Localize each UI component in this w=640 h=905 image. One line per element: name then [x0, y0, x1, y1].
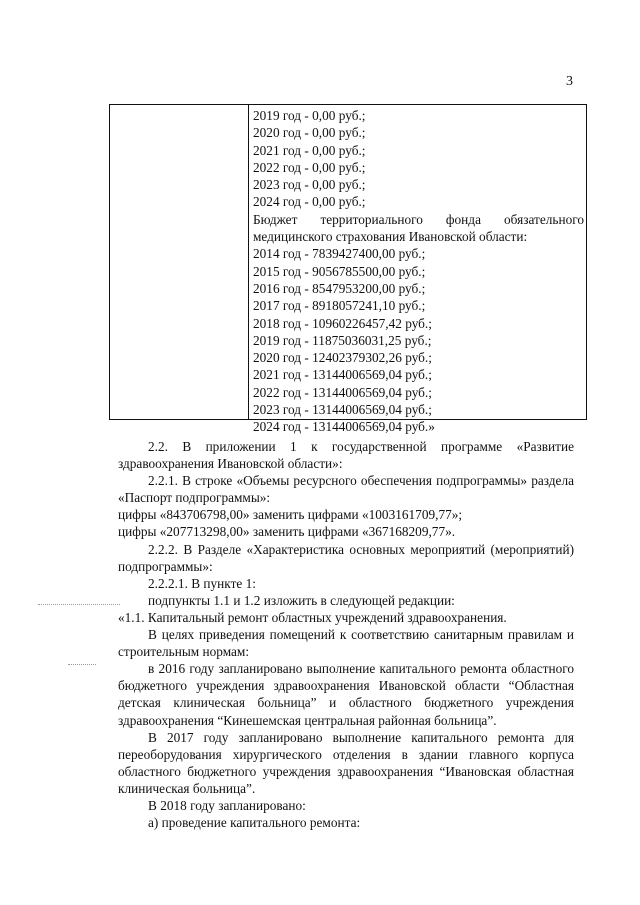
paragraph: а) проведение капитального ремонта: — [148, 815, 361, 831]
paragraph: в 2016 году запланировано выполнение капитального ремонта областного бюджетного учреждения здравоохранения Ивановской области “Областная детская клиническая больница” и областного бюджетного учреждения здравоохранения “Кинешемская центральная районная больница”. — [118, 661, 574, 728]
paragraph: 2.2.2.1. В пункте 1: — [148, 575, 256, 591]
paragraph: 2.2.2. В Разделе «Характеристика основных мероприятий (мероприятий) подпрограммы»: — [118, 541, 574, 574]
paragraph: 2.2. В приложении 1 к государственной программе «Развитие здравоохранения Ивановской области»: — [118, 439, 574, 472]
budget-line: 2024 год - 0,00 руб.; — [253, 194, 366, 210]
fund-word: территориального — [320, 211, 423, 227]
paragraph: цифры «843706798,00» заменить цифрами «1003161709,77»; — [118, 507, 463, 523]
budget-line: 2023 год - 0,00 руб.; — [253, 177, 366, 193]
budget-line: 2023 год - 13144006569,04 руб.; — [253, 402, 432, 418]
budget-line: 2015 год - 9056785500,00 руб.; — [253, 263, 426, 279]
fund-heading-line2: медицинского страхования Ивановской области: — [253, 229, 528, 245]
margin-mark — [38, 604, 120, 605]
paragraph: В 2018 году запланировано: — [148, 797, 306, 813]
fund-word: обязательного — [504, 211, 584, 227]
paragraph: 2.2.1. В строке «Объемы ресурсного обеспечения подпрограммы» раздела «Паспорт подпрограммы»: — [118, 473, 574, 506]
budget-line: 2021 год - 13144006569,04 руб.; — [253, 367, 432, 383]
paragraph: В 2017 году запланировано выполнение капитального ремонта для переоборудования хирургического отделения в здании главного корпуса областного бюджетного учреждения здравоохранения “Ивановская областная клиническая больница”. — [118, 729, 574, 796]
paragraph: «1.1. Капитальный ремонт областных учреждений здравоохранения. — [118, 609, 507, 625]
budget-line: 2019 год - 11875036031,25 руб.; — [253, 332, 432, 348]
paragraph: цифры «207713298,00» заменить цифрами «367168209,77». — [118, 524, 456, 540]
budget-table — [109, 104, 587, 435]
budget-line: 2022 год - 0,00 руб.; — [253, 159, 366, 175]
page-number: 3 — [566, 74, 573, 89]
table-left-cell — [110, 105, 249, 419]
paragraph: В целях приведения помещений к соответствию санитарным правилам и строительным нормам: — [118, 627, 574, 660]
budget-line: 2022 год - 13144006569,04 руб.; — [253, 384, 432, 400]
fund-heading-line — [253, 211, 586, 228]
budget-line: 2016 год - 8547953200,00 руб.; — [253, 280, 426, 296]
budget-line: 2021 год - 0,00 руб.; — [253, 142, 366, 158]
fund-word: фонда — [445, 211, 481, 227]
budget-line: 2020 год - 0,00 руб.; — [253, 125, 366, 141]
budget-line: 2020 год - 12402379302,26 руб.; — [253, 350, 432, 366]
paragraph: подпункты 1.1 и 1.2 изложить в следующей редакции: — [148, 592, 455, 608]
budget-line: 2018 год - 10960226457,42 руб.; — [253, 315, 432, 331]
budget-line: 2019 год - 0,00 руб.; — [253, 108, 366, 123]
budget-line: 2014 год - 7839427400,00 руб.; — [253, 246, 426, 262]
budget-line: 2017 год - 8918057241,10 руб.; — [253, 298, 426, 314]
table-right-cell — [249, 105, 586, 435]
document-body — [118, 438, 574, 831]
fund-word: Бюджет — [253, 211, 298, 227]
margin-mark — [68, 664, 96, 665]
budget-line: 2024 год - 13144006569,04 руб.» — [253, 419, 435, 435]
